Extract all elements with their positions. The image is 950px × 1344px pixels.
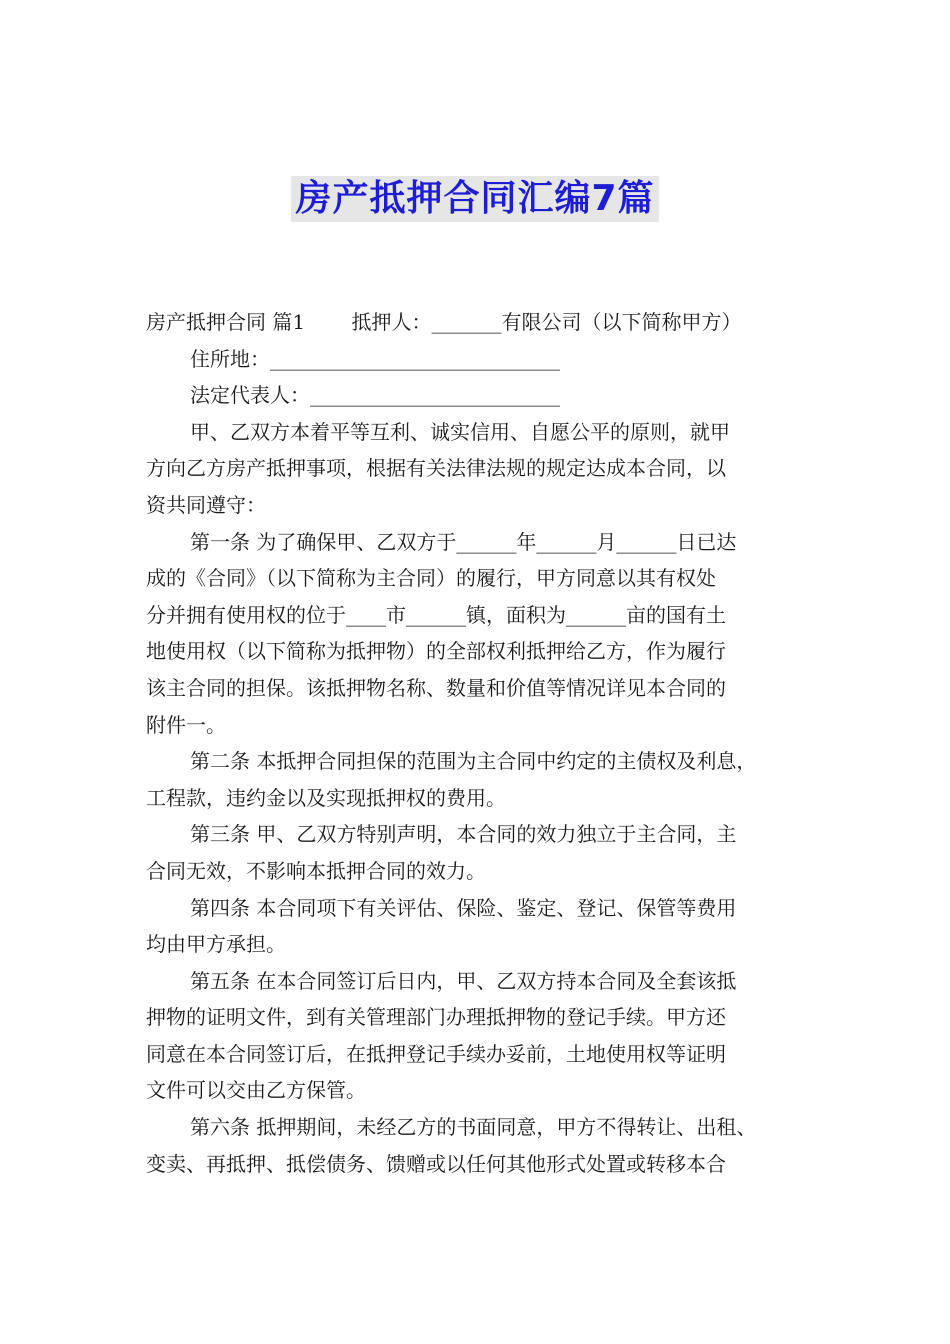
body-line: 甲、乙双方本着平等互利、诚实信用、自愿公平的原则，就甲 [190,419,730,444]
body-line: 工程款，违约金以及实现抵押权的费用。 [146,785,506,810]
title-wrap [0,176,950,222]
body-line: 变卖、再抵押、抵偿债务、馈赠或以任何其他形式处置或转移本合 [146,1151,726,1176]
body-line: 地使用权（以下简称为抵押物）的全部权利抵押给乙方，作为履行 [146,639,726,664]
body-line: 房产抵押合同 篇1 抵押人：_______有限公司（以下简称甲方） [146,310,742,334]
body-line: 方向乙方房产抵押事项，根据有关法律法规的规定达成本合同，以 [146,456,726,481]
body-line: 法定代表人：_________________________ [190,383,560,408]
body-line: 第三条 甲、乙双方特别声明，本合同的效力独立于主合同，主 [190,822,737,847]
body-line: 合同无效，不影响本抵押合同的效力。 [146,858,486,883]
body-line: 第五条 在本合同签订后日内，甲、乙双方持本合同及全套该抵 [190,968,737,993]
body-line: 第一条 为了确保甲、乙双方于______年______月______日已达 [190,529,737,554]
body-line: 同意在本合同签订后，在抵押登记手续办妥前，土地使用权等证明 [146,1041,726,1066]
document-body [146,304,814,1182]
body-line: 第六条 抵押期间，未经乙方的书面同意，甲方不得转让、出租、 [190,1115,757,1140]
body-line: 第二条 本抵押合同担保的范围为主合同中约定的主债权及利息， [190,749,757,774]
body-line: 成的《合同》（以下简称为主合同）的履行，甲方同意以其有权处 [146,566,716,591]
body-line: 押物的证明文件，到有关管理部门办理抵押物的登记手续。甲方还 [146,1005,726,1030]
body-line: 均由甲方承担。 [146,932,286,957]
body-line: 住所地：_____________________________ [190,346,560,371]
body-line: 文件可以交由乙方保管。 [146,1078,366,1103]
body-line: 该主合同的担保。该抵押物名称、数量和价值等情况详见本合同的 [146,675,726,700]
body-line: 附件一。 [146,712,226,737]
body-line: 资共同遵守： [146,492,266,517]
document-title: 房产抵押合同汇编7篇 [291,176,658,222]
body-line: 分并拥有使用权的位于____市______镇，面积为______亩的国有土 [146,602,726,627]
body-line: 第四条 本合同项下有关评估、保险、鉴定、登记、保管等费用 [190,895,737,920]
